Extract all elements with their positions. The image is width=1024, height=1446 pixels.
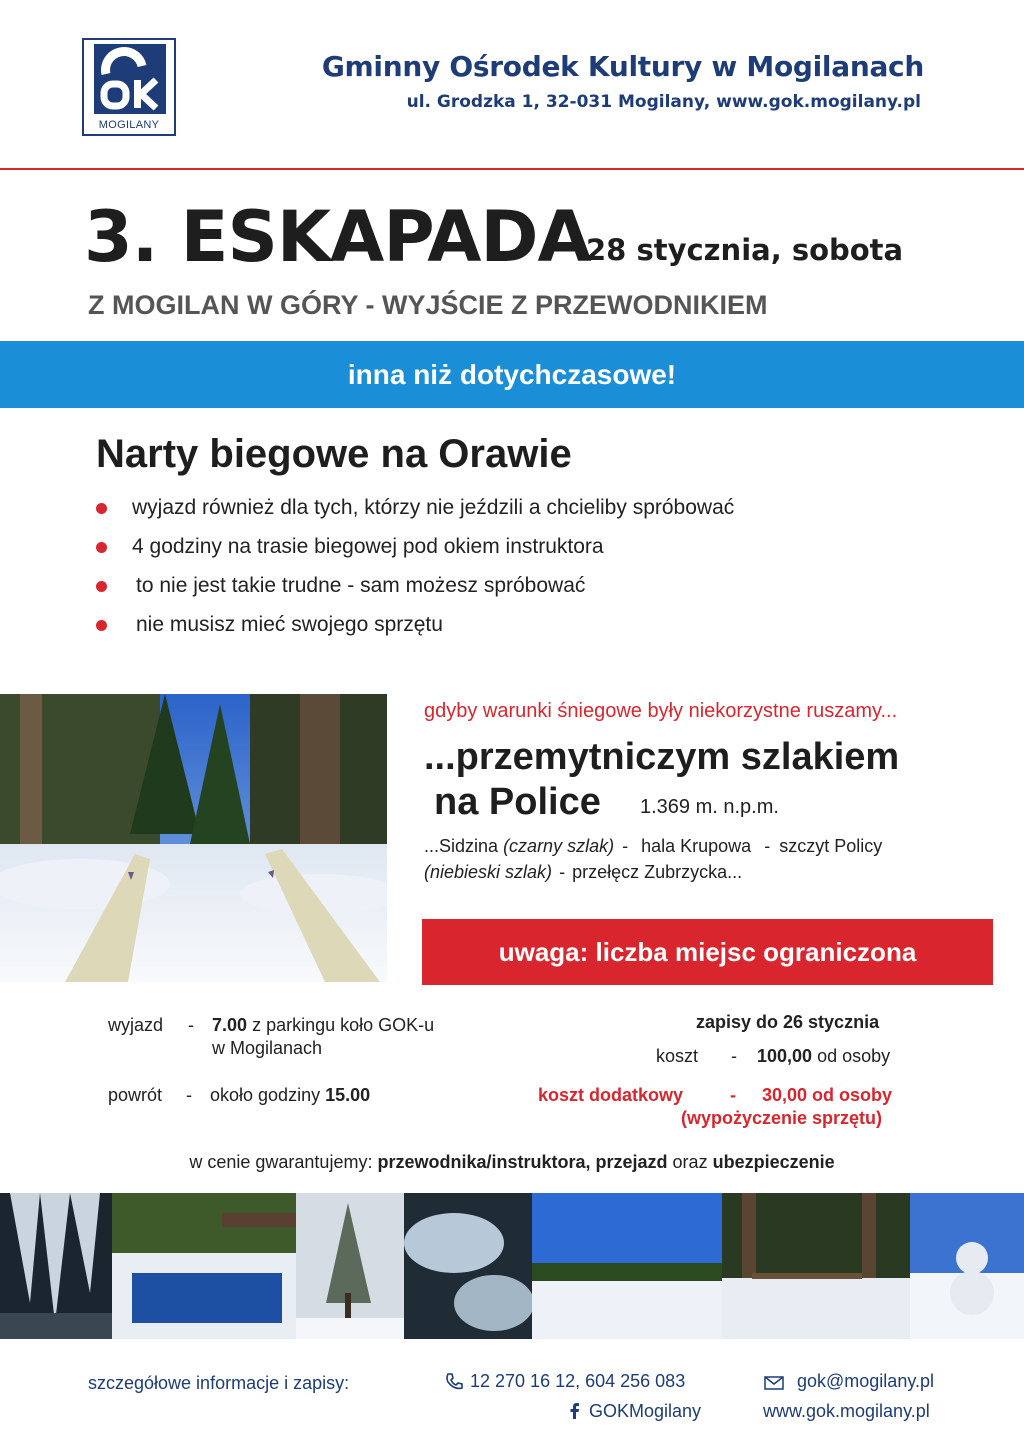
bullet-text: to nie jest takie trudne - sam możesz spróbować: [136, 574, 586, 597]
gok-logo-mark: [94, 44, 166, 114]
bullet-text: nie musisz mieć swojego sprzętu: [136, 613, 443, 636]
header-divider: [0, 168, 1024, 170]
departure-time: 7.00: [212, 1015, 248, 1035]
departure-place-2: w Mogilanach: [212, 1038, 323, 1058]
extra-cost-value: 30,00 od osoby: [762, 1085, 893, 1105]
gok-logo: [82, 38, 176, 136]
email-link[interactable]: gok@mogilany.pl: [797, 1371, 935, 1391]
photo-snowy-tree: [296, 1193, 404, 1339]
route-title-2: na Police: [434, 781, 601, 823]
return-time: 15.00: [325, 1085, 371, 1105]
trail-end: przełęcz Zubrzycka...: [572, 862, 743, 882]
blue-banner: inna niż dotychczasowe!: [0, 341, 1024, 408]
departure-dash: -: [188, 1015, 194, 1035]
limited-places-notice: uwaga: liczba miejsc ograniczona: [422, 919, 993, 985]
trail-dash: -: [559, 862, 566, 882]
extra-cost-label: koszt dodatkowy: [538, 1085, 684, 1105]
org-name: Gminny Ośrodek Kultury w Mogilanach: [321, 50, 924, 83]
return-info: [210, 1085, 370, 1106]
list-item: [96, 535, 734, 559]
bullet-text: wyjazd również dla tych, którzy nie jeździli a chcieliby spróbować: [132, 496, 735, 519]
return-text: około godziny: [210, 1085, 321, 1105]
guarantee-item-2: ubezpieczenie: [712, 1152, 835, 1172]
bullet-icon: [96, 581, 107, 592]
guarantee-conj: oraz: [672, 1152, 708, 1172]
phone-icon: [444, 1372, 464, 1392]
website-link[interactable]: www.gok.mogilany.pl: [763, 1401, 930, 1421]
trail-policy: szczyt Policy: [779, 836, 883, 856]
cost-dash: -: [731, 1046, 737, 1066]
return-dash: -: [186, 1085, 192, 1105]
email-icon: [764, 1376, 784, 1390]
photo-forest-bridge: [722, 1193, 910, 1339]
guarantee-item-1: przewodnika/instruktora, przejazd: [377, 1152, 668, 1172]
trail-black: (czarny szlak): [503, 836, 615, 856]
alternative-note: gdyby warunki śniegowe były niekorzystne ruszamy...: [424, 700, 898, 722]
ski-photo: [0, 694, 387, 982]
guarantee-line: [0, 1152, 1024, 1173]
org-address: ul. Grodzka 1, 32-031 Mogilany, www.gok.mogilany.pl: [406, 92, 921, 112]
cost-info: [757, 1046, 890, 1067]
event-date: 28 stycznia, sobota: [586, 233, 904, 267]
bullet-icon: [96, 620, 107, 631]
event-title: 3. ESKAPADA: [84, 196, 591, 278]
trail-line-1: [424, 836, 882, 857]
bullet-icon: [96, 503, 107, 514]
cost-value: 100,00: [757, 1046, 813, 1066]
bullet-text: 4 godziny na trasie biegowej pod okiem instruktora: [132, 535, 604, 558]
trail-blue: (niebieski szlak): [424, 862, 553, 882]
list-item: [96, 613, 734, 637]
photo-ice: [404, 1193, 532, 1339]
peak-height: 1.369 m. n.p.m.: [640, 796, 779, 818]
trail-dash: -: [764, 836, 771, 856]
list-item: [96, 496, 734, 520]
extra-cost-dash: -: [730, 1085, 736, 1105]
phone-numbers[interactable]: 12 270 16 12, 604 256 083: [470, 1371, 686, 1391]
event-subtitle: Z MOGILAN W GÓRY - WYJŚCIE Z PRZEWODNIKIEM: [88, 290, 768, 320]
guarantee-intro: w cenie gwarantujemy:: [189, 1152, 373, 1172]
route-title-1: ...przemytniczym szlakiem: [424, 736, 900, 778]
bullet-icon: [96, 542, 107, 553]
trail-line-2: [424, 862, 742, 883]
cost-suffix: od osoby: [817, 1046, 891, 1066]
cost-label: koszt: [656, 1046, 699, 1066]
return-label: powrót: [108, 1085, 163, 1105]
list-item: [96, 574, 734, 598]
photo-river-bridge: [112, 1193, 296, 1339]
photo-snowman: [910, 1193, 1024, 1339]
photo-strip: [0, 1193, 1024, 1339]
departure-info: [212, 1015, 434, 1036]
departure-place: z parkingu koło GOK-u: [252, 1015, 435, 1035]
departure-label: wyjazd: [108, 1015, 164, 1035]
photo-icicles: [0, 1193, 112, 1339]
trail-dash: -: [622, 836, 629, 856]
extra-cost-note: (wypożyczenie sprzętu): [681, 1108, 883, 1128]
trail-krupowa: hala Krupowa: [641, 836, 752, 856]
logo-town: MOGILANY: [98, 119, 160, 131]
footer-label: szczegółowe informacje i zapisy:: [88, 1373, 350, 1393]
photo-snow-trail: [532, 1193, 722, 1339]
ski-heading: Narty biegowe na Orawie: [96, 432, 572, 476]
trail-start: ...Sidzina: [424, 836, 499, 856]
bullet-list: [96, 496, 734, 652]
facebook-icon: [568, 1403, 580, 1419]
registration-deadline: zapisy do 26 stycznia: [696, 1012, 880, 1032]
facebook-link[interactable]: GOKMogilany: [589, 1401, 702, 1421]
